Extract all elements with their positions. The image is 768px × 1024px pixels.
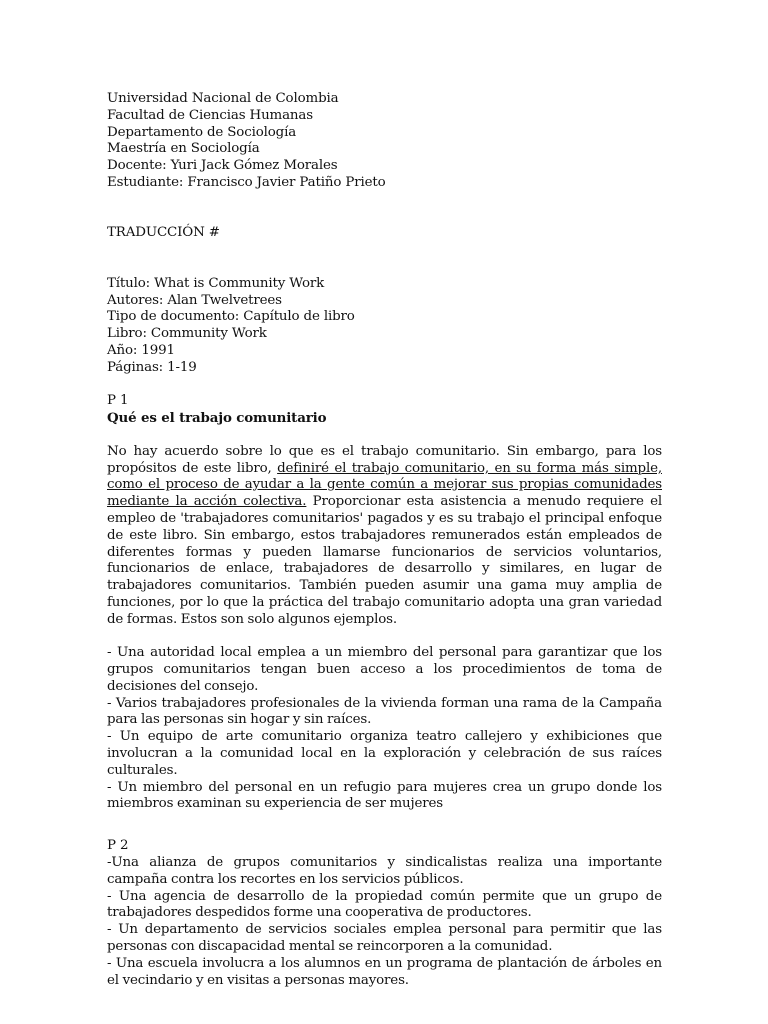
metadata-block: [107, 276, 662, 377]
faculty-line: Facultad de Ciencias Humanas: [107, 107, 313, 123]
examples-list-1: [107, 645, 662, 813]
department-line: Departamento de Sociología: [107, 124, 297, 140]
student-line: Estudiante: Francisco Javier Patiño Prieto: [107, 174, 386, 190]
list-item: - Un equipo de arte comunitario organiza teatro callejero y exhibiciones que involucran a la comunidad local en la exploración y celebración de sus raíces culturales.: [107, 729, 662, 778]
meta-title: Título: What is Community Work: [107, 275, 325, 291]
definition-underlined: definiré el trabajo comunitario, en su forma más simple, como el proceso de ayudar a la gente común a mejorar sus propias comunidades mediante la acción colectiva.: [107, 460, 662, 510]
list-item: - Varios trabajadores profesionales de la vivienda forman una rama de la Campaña para las personas sin hogar y sin raíces.: [107, 695, 662, 728]
university-line: Universidad Nacional de Colombia: [107, 91, 339, 106]
section-heading: Qué es el trabajo comunitario: [107, 410, 327, 427]
header-block: [107, 91, 662, 192]
spacer: [107, 427, 662, 444]
examples-list-2: [107, 855, 662, 989]
page-marker-2: P 2: [107, 838, 129, 854]
translation-label: TRADUCCIÓN #: [107, 225, 220, 241]
teacher-line: Docente: Yuri Jack Gómez Morales: [107, 158, 338, 174]
list-item: - Una agencia de desarrollo de la propiedad común permite que un grupo de trabajadores despedidos forme una cooperativa de productores.: [107, 888, 662, 921]
list-item: - Un miembro del personal en un refugio para mujeres crea un grupo donde los miembros examinan su experiencia de ser mujeres: [107, 779, 662, 812]
meta-doc-type: Tipo de documento: Capítulo de libro: [107, 309, 355, 325]
meta-authors: Autores: Alan Twelvetrees: [107, 292, 282, 308]
spacer: [107, 813, 662, 838]
meta-year: Año: 1991: [107, 342, 175, 358]
meta-pages: Páginas: 1-19: [107, 359, 197, 375]
spacer: [107, 629, 662, 646]
list-item: -Una alianza de grupos comunitarios y sindicalistas realiza una importante campaña contra los recortes en los servicios públicos.: [107, 855, 662, 887]
program-line: Maestría en Sociología: [107, 141, 260, 157]
list-item: - Un departamento de servicios sociales emplea personal para permitir que las personas con discapacidad mental se reincorporen a la comunidad.: [107, 922, 662, 955]
list-item: - Una autoridad local emplea a un miembro del personal para garantizar que los grupos comunitarios tengan buen acceso a los procedimientos de toma de decisiones del consejo.: [107, 645, 662, 694]
spacer: [107, 377, 662, 394]
intro-text-part1: No hay acuerdo sobre lo que es el trabajo comunitario. Sin embargo, para los propósitos de este libro,: [107, 443, 662, 476]
intro-paragraph: [107, 444, 662, 629]
page-marker-1: P 1: [107, 393, 129, 409]
intro-text-part2: Proporcionar esta asistencia a menudo requiere el empleo de 'trabajadores comunitarios' pagados y es su trabajo el principal enfoque de este libro. Sin embargo, estos trabajadores remunerados están empleados de diferentes formas y pueden llamarse funcionarios de servicios voluntarios, funcionarios de enlace, trabajadores de desarrollo y similares, en lugar de trabajadores comunitarios. También pueden asumir una gama muy amplia de funciones, por lo que la práctica del trabajo comunitario adopta una gran variedad de formas. Estos son solo algunos ejemplos.: [107, 494, 662, 627]
meta-book: Libro: Community Work: [107, 326, 267, 342]
list-item: - Una escuela involucra a los alumnos en un programa de plantación de árboles en el vecindario y en visitas a personas mayores.: [107, 955, 662, 988]
spacer: [107, 242, 662, 276]
spacer: [107, 192, 662, 226]
